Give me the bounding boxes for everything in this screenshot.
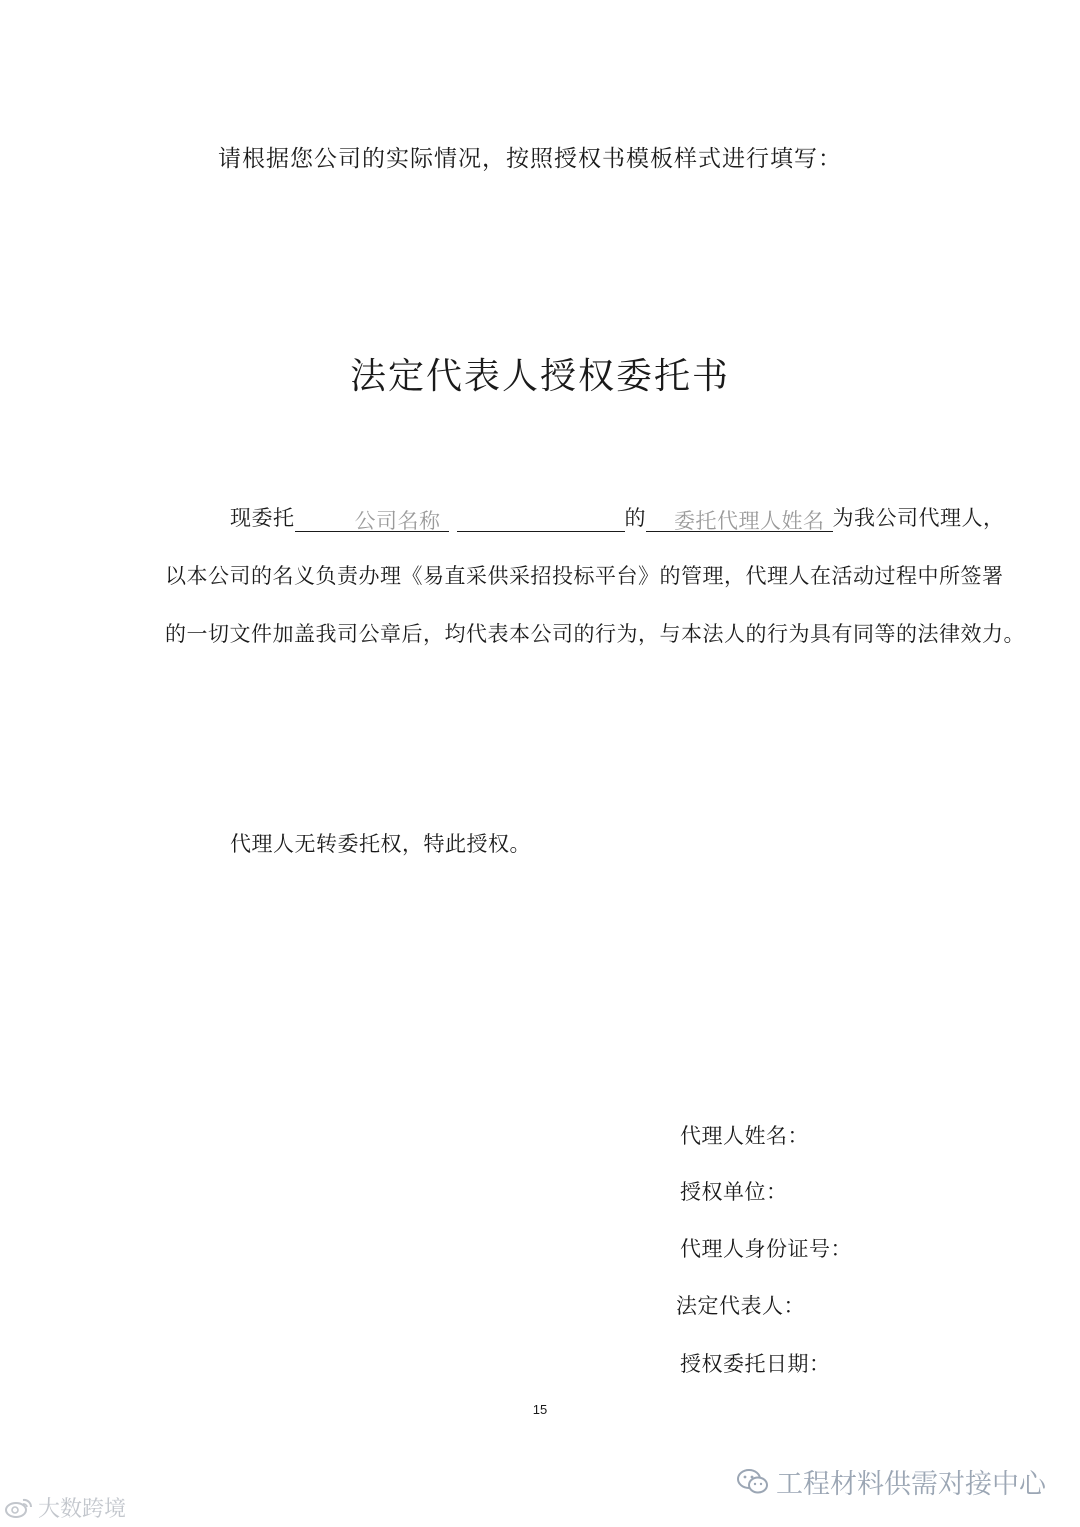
instruction-text: 请根据您公司的实际情况，按照授权书模板样式进行填写： bbox=[218, 146, 842, 172]
watermark-left bbox=[4, 1492, 126, 1523]
agent-name-placeholder: 委托代理人姓名 bbox=[666, 505, 833, 532]
document-title: 法定代表人授权委托书 bbox=[349, 356, 730, 397]
signature-field-date: 授权委托日期： bbox=[680, 1352, 831, 1376]
signature-field-agent-name: 代理人姓名： bbox=[680, 1124, 809, 1148]
body-line-1 bbox=[230, 502, 1005, 532]
blank-underline bbox=[457, 507, 625, 532]
body-line-3: 的一切文件加盖我司公章后，均代表本公司的行为，与本法人的行为具有同等的法律效力。 bbox=[165, 622, 1025, 646]
closing-statement: 代理人无转委托权，特此授权。 bbox=[230, 832, 531, 856]
watermark-left-text: 大数跨境 bbox=[38, 1497, 127, 1522]
company-name-placeholder: 公司名称 bbox=[347, 505, 449, 532]
weibo-icon bbox=[4, 1496, 34, 1520]
line1-prefix: 现委托 bbox=[230, 506, 295, 530]
signature-field-legal-rep: 法定代表人： bbox=[676, 1294, 805, 1318]
watermark-right-text: 工程材料供需对接中心 bbox=[776, 1469, 1046, 1500]
signature-field-agent-id: 代理人身份证号： bbox=[680, 1237, 852, 1261]
blank-underline bbox=[295, 507, 347, 532]
watermark-right bbox=[736, 1462, 1046, 1501]
body-line-2: 以本公司的名义负责办理《易直采供采招投标平台》的管理，代理人在活动过程中所签署 bbox=[165, 564, 1004, 588]
line1-suffix: 为我公司代理人， bbox=[832, 506, 1005, 530]
page-number: 15 bbox=[532, 1402, 548, 1417]
blank-underline bbox=[646, 507, 666, 532]
line1-de: 的 bbox=[624, 506, 646, 530]
wechat-icon bbox=[736, 1468, 770, 1496]
signature-field-authorizing-unit: 授权单位： bbox=[680, 1180, 788, 1204]
